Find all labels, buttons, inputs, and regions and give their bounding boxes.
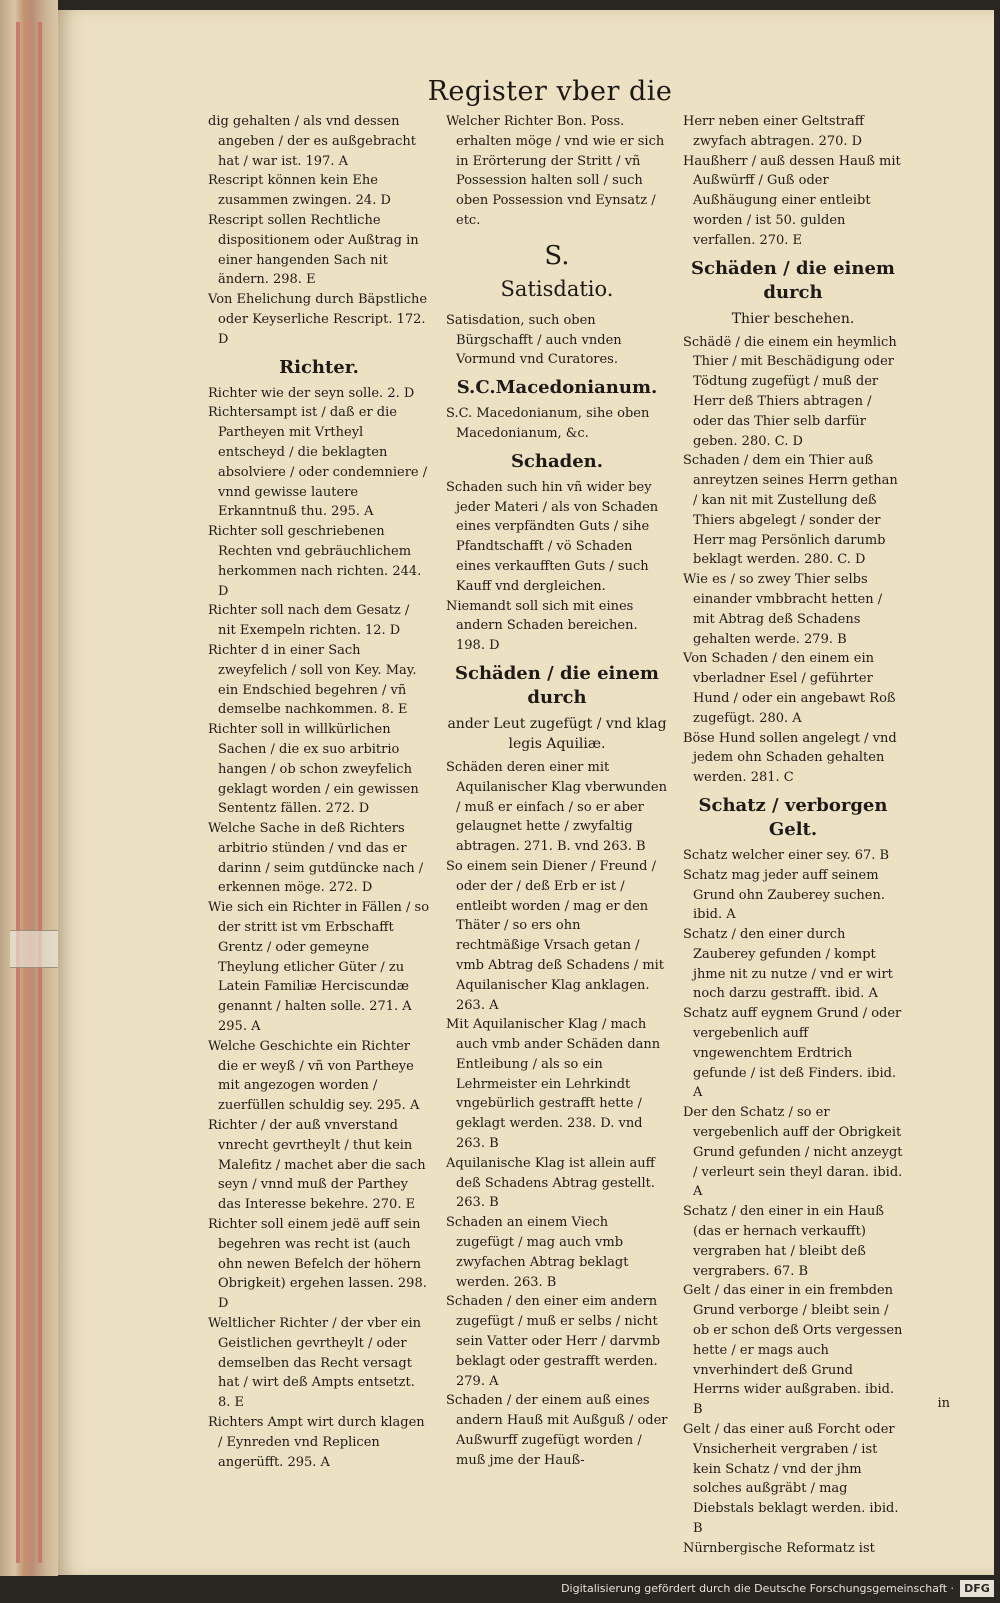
index-entry: Nürnbergische Reformatz ist (683, 1540, 875, 1556)
catchword: in (937, 1396, 950, 1411)
index-entry: Richter wie der seyn solle. 2. D (208, 385, 415, 401)
index-entry: Welche Geschichte ein Richter die er weyß / vñ von Partheye mit angezogen worden / zuerfüllen schuldig sey. 295. A (208, 1038, 420, 1114)
page-clip (10, 930, 58, 968)
section-subheading: ander Leut zugefügt / vnd klag legis Aquiliæ. (447, 715, 667, 752)
section-subheading: Thier beschehen. (731, 310, 855, 327)
index-entry: Der den Schatz / so er vergebenlich auff der Obrigkeit Grund gefunden / nicht anzeygt / verleurt sein theyl daran. ibid. A (683, 1105, 903, 1200)
index-entry: Schaden such hin vñ wider bey jeder Materi / als von Schaden eines verpfändten Guts / sihe Pfandtschafft / vö Schaden eines verkaufften Guts / such Kauff vnd dergleichen. (446, 479, 659, 594)
index-entry: Schaden / dem ein Thier auß anreytzen seines Herrn gethan / kan nit mit Zustellung deß Thiers abgelegt / sonder der Herr mag Persönlich darumb beklagt werden. 280. C. D (683, 453, 898, 568)
index-entry: Richter soll einem jedë auff sein begehren was recht ist (auch ohn newen Befelch der höhern Obrigkeit) ergehen lassen. 298. D (208, 1217, 427, 1312)
index-entry: Aquilanische Klag ist allein auff deß Schadens Abtrag gestellt. 263. B (446, 1155, 655, 1211)
index-entry: Gelt / das einer in ein frembden Grund verborge / bleibt sein / ob er schon deß Orts vergessen hette / er mags auch vnverhindert deß Grund Herrns wider außgraben. ibid. B (683, 1283, 903, 1418)
index-entry: Schatz welcher einer sey. 67. B (683, 847, 890, 863)
section-heading: Richter. (279, 356, 359, 378)
index-entry: Haußherr / auß dessen Hauß mit Außwürff / Guß oder Außhäugung einer entleibt worden / ist 50. gulden verfallen. 270. E (683, 153, 901, 248)
index-entry: Wie es / so zwey Thier selbs einander vmbbracht hetten / mit Abtrag deß Schadens gehalten werde. 279. B (683, 572, 883, 647)
edge-strip (26, 22, 30, 1563)
index-entry: Welcher Richter Bon. Poss. erhalten möge / vnd wie er sich in Erörterung der Stritt / vñ Possession halten soll / such oben Possession vnd Eynsatz / etc. (446, 114, 665, 228)
section-letter: S. (544, 240, 570, 271)
section-heading: S.C.Macedonianum. (456, 377, 658, 399)
index-entry: Schatz / den einer in ein Hauß (das er hernach verkaufft) vergraben hat / bleibt deß vergrabers. 67. B (683, 1204, 884, 1279)
index-entry: Schatz auff eygnem Grund / oder vergebenlich auff vngewenchtem Erdtrich gefunde / ist deß Finders. ibid. A (683, 1006, 902, 1101)
index-entry: Von Schaden / den einem ein vberladner Esel / geführter Hund / oder ein angebawt Roß zugefügt. 280. A (683, 651, 896, 726)
index-entry: Satisdation, such oben Bürgschafft / auch vnden Vormund vnd Curatores. (446, 312, 622, 368)
book-page-edges (0, 0, 58, 1603)
index-entry: Von Ehelichung durch Bäpstliche oder Keyserliche Rescript. 172. D (208, 292, 428, 347)
edge-strip (16, 22, 20, 1563)
index-entry: Richter soll geschriebenen Rechten vnd gebräuchlichem herkommen nach richten. 244. D (208, 524, 422, 599)
index-entry: Welche Sache in deß Richters arbitrio stünden / vnd das er darinn / seim gutdüncke nach / erkennen möge. 272. D (208, 821, 424, 896)
index-column-1 (208, 112, 430, 1472)
index-entry: Schatz / den einer durch Zauberey gefunden / kompt jhme nit zu nutze / vnd er wirt noch darzu gestrafft. ibid. A (683, 927, 893, 1002)
index-entry: Mit Aquilanischer Klag / mach auch vmb ander Schäden dann Entleibung / als so ein Lehrmeister ein Lehrkindt vngebürlich gestrafft hette / geklagt werden. 238. D. vnd 263. B (446, 1017, 661, 1152)
footer-bar (0, 1576, 1000, 1603)
index-entry: Richter soll nach dem Gesatz / nit Exempeln richten. 12. D (208, 603, 410, 639)
index-entry: Wie sich ein Richter in Fällen / so der stritt ist vm Erbschafft Grentz / oder gemeyne Theylung etlicher Güter / zu Latein Familiæ Herciscundæ genannt / halten solle. 271. A 295. A (208, 900, 430, 1035)
index-entry: Schaden / den einer eim andern zugefügt / muß er selbs / nicht sein Vatter oder Herr / darvmb beklagt oder gestrafft werden. 279. A (446, 1294, 661, 1389)
index-entry: Richter d in einer Sach zweyfelich / soll von Key. May. ein Endschied begehren / vñ demselbe nachkommen. 8. E (208, 642, 417, 718)
index-entry: Schaden an einem Viech zugefügt / mag auch vmb zwyfachen Abtrag beklagt werden. 263. B (446, 1215, 629, 1290)
index-entry: Richters Ampt wirt durch klagen / Eynreden vnd Replicen angerüfft. 295. A (208, 1415, 425, 1470)
index-entry: Schädë / die einem ein heymlich Thier / mit Beschädigung oder Tödtung zugefügt / muß der Herr deß Thiers abtragen / oder das Thier selb darfür geben. 280. C. D (683, 334, 897, 449)
index-column-3 (683, 112, 903, 1559)
index-entry: Niemandt soll sich mit eines andern Schaden bereichen. 198. D (446, 598, 638, 654)
index-entry: Gelt / das einer auß Forcht oder Vnsicherheit vergraben / ist kein Schatz / vnd der jhm solches außgräbt / mag Diebstals beklagt werden. ibid. B (683, 1422, 899, 1536)
index-entry: Richter / der auß vnverstand vnrecht gevrtheylt / thut kein Malefitz / machet aber die sach seyn / vnnd muß der Parthey das Interesse bekehre. 270. E (208, 1118, 426, 1213)
index-entry: Richtersampt ist / daß er die Partheyen mit Vrtheyl entscheyd / die beklagten absolviere / oder condemniere / vnnd gewisse lautere Erkanntnuß thu. 295. A (208, 405, 428, 520)
section-heading: Schäden / die einem durch (455, 662, 659, 708)
index-entry: Schatz mag jeder auff seinem Grund ohn Zauberey suchen. ibid. A (683, 867, 885, 923)
section-heading: Schatz / verborgen Gelt. (698, 794, 888, 840)
index-entry: Schäden deren einer mit Aquilanischer Klag vberwunden / muß er einfach / so er aber gelaugnet hette / zwyfaltig abtragen. 271. B. vnd 263. B (446, 759, 667, 855)
index-entry: Rescript sollen Rechtliche dispositionem oder Außtrag in einer hangenden Sach nit ändern. 298. E (208, 212, 419, 288)
section-heading: Schaden. (510, 450, 604, 472)
index-entry: dig gehalten / als vnd dessen angeben / der es außgebracht hat / war ist. 197. A (208, 114, 417, 169)
running-heading: Register vber die (427, 76, 673, 107)
edge-strip (38, 22, 42, 1563)
index-entry: Richter soll in willkürlichen Sachen / die ex suo arbitrio hangen / ob schon zweyfelich geklagt worden / ein gewissen Sententz fällen. 272. D (208, 722, 419, 817)
index-entry: Böse Hund sollen angelegt / vnd jedem ohn Schaden gehalten werden. 281. C (683, 730, 897, 786)
index-entry: Weltlicher Richter / der vber ein Geistlichen gevrtheylt / oder demselben das Recht versagt hat / wirt deß Ampts entsetzt. 8. E (208, 1316, 422, 1411)
index-entry: Herr neben einer Geltstraff zwyfach abtragen. 270. D (683, 114, 864, 149)
index-column-2 (446, 112, 668, 1471)
index-entry: Schaden / der einem auß eines andern Hauß mit Außguß / oder Außwurff zugefügt worden / muß jme der Hauß- (446, 1393, 668, 1468)
index-entry: Rescript können kein Ehe zusammen zwingen. 24. D (208, 173, 391, 209)
footer-credit: Digitalisierung gefördert durch die Deutsche Forschungsgemeinschaft · (561, 1582, 954, 1595)
section-title: Satisdatio. (500, 276, 614, 301)
dfg-logo: DFG (960, 1580, 994, 1597)
index-entry: So einem sein Diener / Freund / oder der / deß Erb er ist / entleibt worden / mag er den Thäter / so ers ohn rechtmäßige Vrsach getan / vmb Abtrag deß Schadens / mit Aquilanischer Klag anklagen. 263. A (446, 858, 665, 1013)
index-entry: S.C. Macedonianum, sihe oben Macedonianum, &c. (446, 406, 650, 441)
section-heading: Schäden / die einem durch (691, 257, 895, 303)
